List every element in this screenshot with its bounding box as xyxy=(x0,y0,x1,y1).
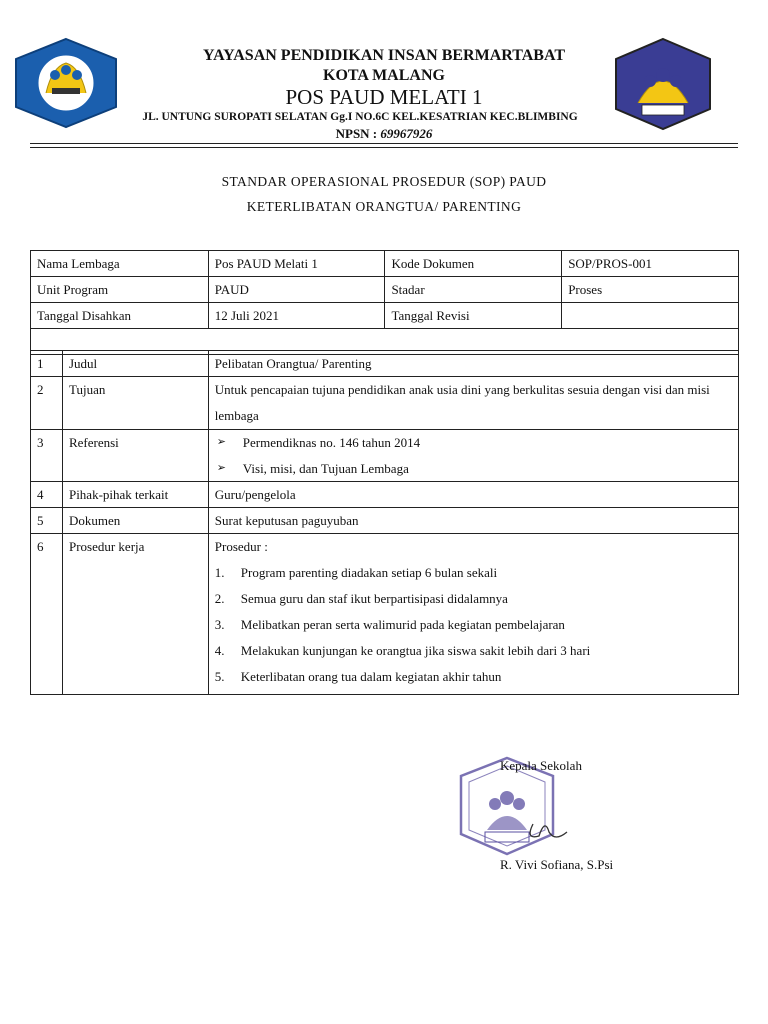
row-number: 2 xyxy=(31,377,63,430)
procedure-intro: Prosedur : xyxy=(214,539,268,554)
label-cell: Unit Program xyxy=(31,277,209,303)
row-value: Guru/pengelola xyxy=(208,482,738,508)
city-name: KOTA MALANG xyxy=(323,67,445,84)
row-label: Prosedur kerja xyxy=(62,534,208,695)
sop-table xyxy=(30,350,739,695)
step-text: Semua guru dan staf ikut berpartisipasi didalamnya xyxy=(240,591,508,606)
step-text: Program parenting diadakan setiap 6 bulan sekali xyxy=(240,565,498,580)
table-row xyxy=(31,482,739,508)
list-item xyxy=(215,563,732,589)
step-number: 4. xyxy=(214,643,225,658)
school-address: JL. UNTUNG SUROPATI SELATAN Gg.I NO.6C KEL.KESATRIAN KEC.BLIMBING xyxy=(142,111,578,123)
label-cell: Tanggal Revisi xyxy=(385,303,562,329)
row-label: Dokumen xyxy=(62,508,208,534)
value-cell: PAUD xyxy=(208,277,385,303)
value-cell xyxy=(562,303,739,329)
signature-role: Kepala Sekolah xyxy=(500,758,582,773)
row-label: Pihak-pihak terkait xyxy=(62,482,208,508)
list-item xyxy=(215,641,732,667)
row-number: 4 xyxy=(31,482,63,508)
table-row xyxy=(31,377,739,430)
table-row xyxy=(31,251,739,277)
doc-subtitle: KETERLIBATAN ORANGTUA/ PARENTING xyxy=(246,199,522,214)
value-cell: Proses xyxy=(562,277,739,303)
value-cell: SOP/PROS-001 xyxy=(562,251,739,277)
signature-name: R. Vivi Sofiana, S.Psi xyxy=(500,857,614,872)
arrow-bullet-icon: ➢ xyxy=(216,462,227,474)
table-row xyxy=(31,303,739,329)
list-item xyxy=(215,459,732,478)
table-row xyxy=(31,534,739,695)
npsn-value: 69967926 xyxy=(380,126,433,141)
label-cell: Kode Dokumen xyxy=(385,251,562,277)
value-cell: Pos PAUD Melati 1 xyxy=(208,251,385,277)
row-label: Tujuan xyxy=(62,377,208,430)
row-number: 6 xyxy=(31,534,63,695)
row-number: 3 xyxy=(31,430,63,482)
row-value: Untuk pencapaian tujuna pendidikan anak usia dini yang berkulitas sesuia dengan visi dan misi lembaga xyxy=(208,377,738,430)
npsn-line xyxy=(0,126,768,142)
list-item xyxy=(215,589,732,615)
reference-text: Permendiknas no. 146 tahun 2014 xyxy=(242,435,421,450)
step-text: Melakukan kunjungan ke orangtua jika siswa sakit lebih dari 3 hari xyxy=(240,643,591,658)
row-number: 5 xyxy=(31,508,63,534)
header-rule-thin xyxy=(30,147,738,148)
row-label: Referensi xyxy=(62,430,208,482)
label-cell: Tanggal Disahkan xyxy=(31,303,209,329)
step-number: 2. xyxy=(214,591,225,606)
row-value: Pelibatan Orangtua/ Parenting xyxy=(208,351,738,377)
table-row xyxy=(31,351,739,377)
step-number: 1. xyxy=(214,565,225,580)
label-cell: Nama Lembaga xyxy=(31,251,209,277)
row-number: 1 xyxy=(31,351,63,377)
doc-title: STANDAR OPERASIONAL PROSEDUR (SOP) PAUD xyxy=(221,174,547,189)
reference-text: Visi, misi, dan Tujuan Lembaga xyxy=(242,461,409,476)
step-number: 5. xyxy=(214,669,225,684)
table-row xyxy=(31,277,739,303)
foundation-name: YAYASAN PENDIDIKAN INSAN BERMARTABAT xyxy=(202,47,566,64)
value-cell: 12 Juli 2021 xyxy=(208,303,385,329)
row-value xyxy=(208,534,738,695)
table-row xyxy=(31,430,739,482)
step-text: Melibatkan peran serta walimurid pada kegiatan pembelajaran xyxy=(240,617,565,632)
list-item xyxy=(215,433,732,459)
school-name: POS PAUD MELATI 1 xyxy=(285,85,483,109)
row-label: Judul xyxy=(62,351,208,377)
header-rule xyxy=(30,143,738,144)
npsn-label: NPSN : xyxy=(335,126,381,141)
list-item xyxy=(215,667,732,686)
row-value: Surat keputusan paguyuban xyxy=(208,508,738,534)
step-number: 3. xyxy=(214,617,225,632)
table-row xyxy=(31,508,739,534)
row-value xyxy=(208,430,738,482)
label-cell: Stadar xyxy=(385,277,562,303)
arrow-bullet-icon: ➢ xyxy=(216,436,227,448)
info-table xyxy=(30,250,739,355)
step-text: Keterlibatan orang tua dalam kegiatan akhir tahun xyxy=(240,669,502,684)
list-item xyxy=(215,615,732,641)
